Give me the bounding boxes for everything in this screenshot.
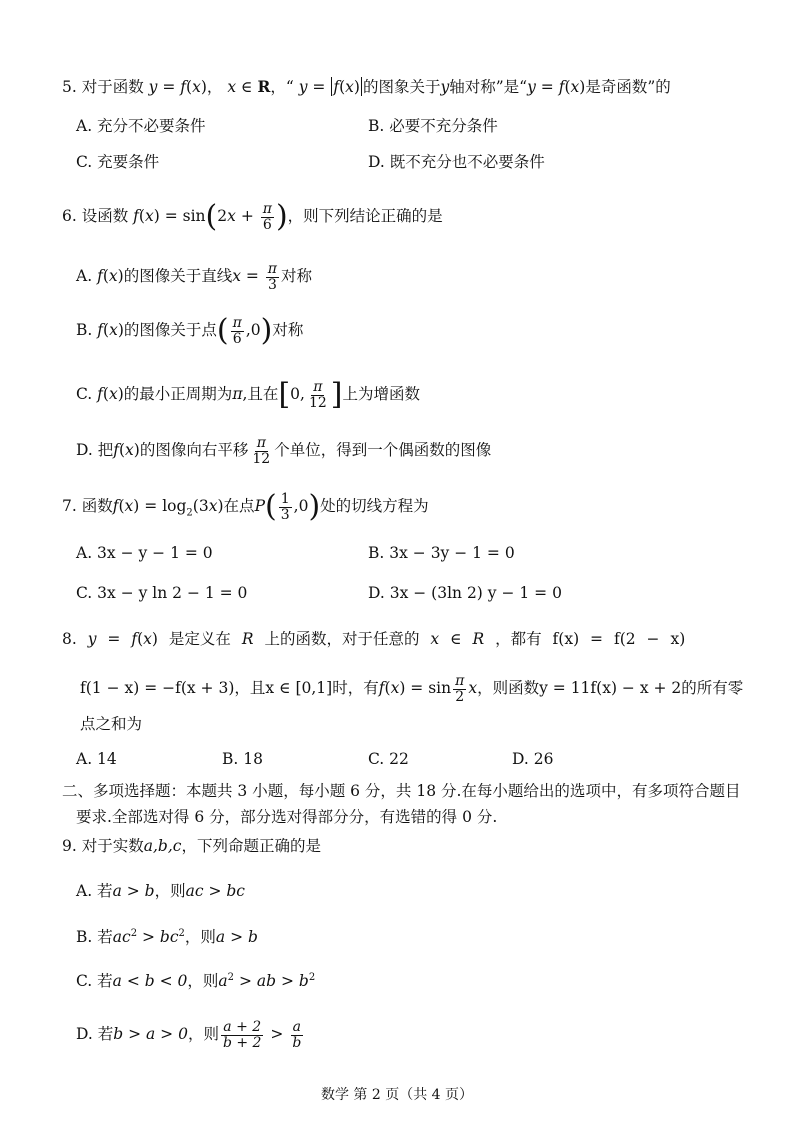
frac-num: a + 2 bbox=[223, 1019, 262, 1035]
frac bbox=[290, 1020, 303, 1050]
q5-var: x bbox=[570, 78, 580, 96]
comma: , bbox=[245, 321, 251, 340]
var: x bbox=[108, 385, 118, 404]
q9-option-d bbox=[76, 1020, 305, 1050]
q5-fn: f bbox=[180, 78, 187, 96]
q8-option-d: D. 26 bbox=[512, 750, 554, 768]
op: ∈ bbox=[439, 630, 473, 648]
num: 0 bbox=[290, 385, 301, 404]
frac-den: 12 bbox=[252, 450, 271, 467]
q5-number: 5. bbox=[62, 78, 82, 96]
q5-text: 对于函数 bbox=[81, 78, 144, 96]
paren: ( bbox=[137, 630, 144, 648]
pi: π bbox=[232, 385, 243, 404]
exp: 2 bbox=[178, 927, 185, 939]
comma: , bbox=[300, 385, 305, 404]
opt-text: 的图像向右平移 bbox=[139, 441, 249, 460]
q5-fn: f bbox=[558, 78, 565, 96]
num: 3 bbox=[198, 497, 209, 516]
var: x bbox=[108, 267, 118, 286]
question-8-line-1 bbox=[62, 628, 685, 650]
paren: ) bbox=[117, 385, 124, 404]
q6-option-b bbox=[76, 313, 304, 349]
q8-option-c: C. 22 bbox=[368, 750, 409, 768]
q6-fn: f bbox=[133, 207, 139, 226]
frac-num: 1 bbox=[280, 491, 290, 507]
q6-text: ，则下列结论正确的是 bbox=[287, 207, 443, 226]
paren: ) bbox=[117, 267, 124, 286]
q6-option-a bbox=[76, 262, 312, 292]
point: P bbox=[254, 497, 265, 516]
paren: ) bbox=[133, 497, 140, 516]
q6-sin: sin bbox=[182, 207, 206, 226]
frac-num: π bbox=[267, 261, 277, 277]
var: x bbox=[390, 679, 400, 698]
frac bbox=[307, 380, 329, 410]
q6-var: x bbox=[227, 207, 236, 226]
q5-var: y bbox=[440, 78, 450, 96]
opt-text: 上为增函数 bbox=[342, 385, 421, 404]
q5-set: R bbox=[257, 77, 271, 96]
expr: a > b bbox=[112, 882, 155, 900]
num: 0 bbox=[250, 321, 261, 340]
page-footer: 数学 第 2 页（共 4 页） bbox=[320, 1087, 474, 1103]
expr: b > a > 0 bbox=[113, 1025, 188, 1044]
comma: , bbox=[293, 497, 299, 516]
expr: a > b bbox=[215, 928, 258, 946]
var: x bbox=[208, 497, 218, 516]
q5-text: 的图象关于 bbox=[362, 78, 441, 96]
var: x bbox=[109, 321, 118, 340]
question-5 bbox=[62, 76, 671, 98]
q5-text: ，“ bbox=[270, 78, 294, 96]
frac-num: π bbox=[455, 673, 465, 689]
q5-paren: ) bbox=[200, 78, 207, 96]
q6-coef: 2 bbox=[217, 207, 228, 226]
frac bbox=[250, 436, 272, 466]
q5-paren: ( bbox=[339, 78, 346, 96]
opt-text: ，则 bbox=[154, 882, 186, 900]
frac-num: π bbox=[256, 435, 266, 451]
q7-text: 处的切线方程为 bbox=[320, 497, 429, 516]
opt-text: D. 若 bbox=[76, 1025, 114, 1044]
opt-text: 的图像关于点 bbox=[123, 321, 217, 340]
q5-fn: f bbox=[333, 78, 340, 96]
q6-option-c bbox=[76, 377, 421, 413]
var: y bbox=[87, 630, 97, 648]
q7-text: 函数 bbox=[81, 497, 113, 516]
q5-var: x bbox=[192, 78, 201, 96]
op: > bbox=[137, 928, 160, 946]
q6-op: + bbox=[235, 207, 259, 226]
op: > bbox=[276, 972, 299, 990]
q5-paren: ) bbox=[353, 78, 360, 96]
q5-paren: ( bbox=[564, 78, 571, 96]
bigbracket: ] bbox=[330, 377, 343, 413]
q6-frac bbox=[261, 202, 274, 232]
q6-var: x bbox=[144, 207, 154, 226]
opt-letter: C. bbox=[76, 385, 98, 404]
q5-op: = bbox=[157, 78, 181, 96]
fn: f bbox=[97, 321, 103, 340]
q6-paren: ( bbox=[138, 207, 145, 226]
paren: ( bbox=[102, 267, 109, 286]
fn: f bbox=[113, 441, 119, 460]
q8-text: ，且 bbox=[234, 679, 266, 698]
fn: f bbox=[112, 497, 119, 516]
q5-var: y bbox=[298, 78, 308, 96]
q6-number: 6. bbox=[62, 207, 82, 226]
set: R bbox=[241, 630, 254, 648]
q5-text: 是奇函数”的 bbox=[585, 78, 671, 96]
frac-den: 3 bbox=[267, 276, 277, 293]
opt-letter: B. bbox=[76, 321, 98, 340]
q8-text: ，都有 bbox=[495, 630, 542, 648]
q6-text: 设函数 bbox=[81, 207, 129, 226]
q5-op: ∈ bbox=[236, 78, 258, 96]
op: > bbox=[265, 1025, 289, 1044]
q7-option-a: A. 3x − y − 1 = 0 bbox=[76, 544, 213, 562]
var: ab bbox=[256, 972, 277, 990]
var: x bbox=[143, 630, 152, 648]
q8-number: 8. bbox=[62, 630, 88, 648]
frac-den: 3 bbox=[280, 506, 290, 523]
var: x bbox=[232, 267, 241, 286]
frac bbox=[453, 674, 466, 704]
question-8-line-3: 点之和为 bbox=[80, 715, 143, 733]
q5-var: y bbox=[527, 78, 536, 96]
opt-text: B. 若 bbox=[76, 928, 113, 946]
var: x bbox=[430, 630, 440, 648]
q7-option-d: D. 3x − (3ln 2) y − 1 = 0 bbox=[368, 584, 562, 602]
paren: ) bbox=[133, 441, 140, 460]
frac-den: 2 bbox=[455, 688, 465, 705]
opt-text: 的图像关于直线 bbox=[123, 267, 233, 286]
op: = bbox=[139, 497, 163, 516]
q7-text: 在点 bbox=[223, 497, 255, 516]
question-9 bbox=[62, 835, 321, 857]
opt-text: A. 若 bbox=[76, 882, 113, 900]
var: b bbox=[159, 928, 170, 946]
bigbracket: [ bbox=[278, 377, 291, 413]
q9-option-a bbox=[76, 880, 245, 902]
var: x bbox=[124, 497, 134, 516]
q8-expr: y = 11f(x) − x + 2 bbox=[539, 679, 682, 698]
q8-text: ，则函数 bbox=[477, 679, 540, 698]
paren: ) bbox=[117, 321, 124, 340]
expr: ac > bc bbox=[185, 882, 245, 900]
q7-option-c: C. 3x − y ln 2 − 1 = 0 bbox=[76, 584, 248, 602]
set: R bbox=[472, 630, 485, 648]
bigparen: ) bbox=[308, 489, 321, 525]
frac-num: π bbox=[262, 201, 272, 217]
paren: ( bbox=[192, 497, 199, 516]
var: c bbox=[169, 928, 179, 946]
q9-option-b bbox=[76, 926, 258, 948]
frac-num: π bbox=[232, 315, 242, 331]
opt-text: ,且在 bbox=[242, 385, 279, 404]
log-base: 2 bbox=[186, 507, 193, 519]
q6-option-d bbox=[76, 436, 491, 466]
exp: 2 bbox=[308, 971, 316, 983]
frac-den: b bbox=[292, 1034, 302, 1051]
num: 0 bbox=[298, 497, 309, 516]
q9-text: 对于实数 bbox=[81, 837, 144, 855]
q6-bigparen: ( bbox=[205, 199, 218, 235]
q9-vars: a,b,c bbox=[143, 837, 182, 855]
q8-expr: f(x) = f(2 − x) bbox=[552, 630, 686, 648]
q8-expr: f(1 − x) = −f(x + 3) bbox=[80, 679, 235, 698]
opt-text: 对称 bbox=[272, 321, 304, 340]
opt-text: C. 若 bbox=[76, 972, 113, 990]
fn: f bbox=[131, 630, 138, 648]
q9-option-c bbox=[76, 970, 315, 992]
bigparen: ( bbox=[265, 489, 277, 525]
opt-text: ，则 bbox=[184, 928, 216, 946]
q8-text: 的所有零 bbox=[681, 679, 744, 698]
q5-var: x bbox=[227, 78, 237, 96]
paren: ) bbox=[151, 630, 158, 648]
var: a bbox=[218, 972, 228, 990]
op: = bbox=[240, 267, 264, 286]
frac-num: a bbox=[292, 1019, 301, 1035]
sin: sin bbox=[428, 679, 452, 698]
paren: ) bbox=[399, 679, 406, 698]
fn: f bbox=[97, 267, 103, 286]
expr: a < b < 0 bbox=[112, 972, 188, 990]
q5-paren: ( bbox=[186, 78, 193, 96]
frac-den: 6 bbox=[262, 216, 272, 233]
op: = bbox=[96, 630, 132, 648]
frac-num: π bbox=[313, 379, 323, 395]
bigparen: ) bbox=[260, 313, 273, 349]
frac-den: 12 bbox=[308, 394, 327, 411]
fn: f bbox=[378, 679, 385, 698]
paren: ( bbox=[118, 497, 125, 516]
q8-interval: x ∈ [0,1] bbox=[265, 679, 333, 698]
paren: ( bbox=[118, 441, 126, 460]
opt-text: ，则 bbox=[187, 972, 219, 990]
q8-text: 是定义在 bbox=[168, 630, 231, 648]
bigparen: ( bbox=[216, 313, 229, 349]
q9-number: 9. bbox=[62, 837, 82, 855]
section-header: 二、多项选择题：本题共 3 小题，每小题 6 分，共 18 分.在每小题给出的选项中，有多项符合题目要求.全部选对得 6 分，部分选对得部分分，有选错的得 0 分. bbox=[62, 782, 741, 826]
abs-bar bbox=[361, 77, 362, 96]
question-6 bbox=[62, 199, 443, 235]
var: a bbox=[112, 928, 122, 946]
opt-text: 对称 bbox=[281, 267, 313, 286]
q7-number: 7. bbox=[62, 497, 82, 516]
var: c bbox=[122, 928, 131, 946]
op: > bbox=[234, 972, 257, 990]
q8-text: 上的函数，对于任意的 bbox=[264, 630, 420, 648]
q9-text: ，下列命题正确的是 bbox=[181, 837, 321, 855]
q6-paren: ) bbox=[153, 207, 160, 226]
q5-paren: ) bbox=[579, 78, 586, 96]
var: b bbox=[298, 972, 309, 990]
frac-den: 6 bbox=[232, 330, 242, 347]
q8-option-a: A. 14 bbox=[76, 750, 117, 768]
exp: 2 bbox=[227, 971, 235, 983]
q5-op: = bbox=[307, 78, 331, 96]
opt-text: D. 把 bbox=[76, 441, 114, 460]
paren: ( bbox=[384, 679, 391, 698]
var: x bbox=[468, 679, 478, 698]
frac bbox=[231, 316, 244, 346]
fn: f bbox=[97, 385, 103, 404]
q5-text: 轴对称”是“ bbox=[449, 78, 528, 96]
q5-var: x bbox=[345, 78, 354, 96]
opt-text: 的最小正周期为 bbox=[123, 385, 233, 404]
q5-option-d: D. 既不充分也不必要条件 bbox=[368, 153, 545, 171]
opt-text: 个单位，得到一个偶函数的图像 bbox=[274, 441, 492, 460]
q6-op: = bbox=[159, 207, 183, 226]
paren: ( bbox=[102, 385, 109, 404]
q8-text: 时，有 bbox=[332, 679, 379, 698]
q5-text: ， bbox=[206, 78, 223, 96]
q8-option-b: B. 18 bbox=[222, 750, 263, 768]
q6-bigparen: ) bbox=[275, 199, 288, 235]
frac bbox=[279, 492, 292, 522]
question-7 bbox=[62, 489, 429, 525]
q5-option-c: C. 充要条件 bbox=[76, 153, 160, 171]
question-8-line-2 bbox=[80, 674, 743, 704]
paren: ) bbox=[217, 497, 224, 516]
exp: 2 bbox=[130, 927, 138, 939]
q5-option-b: B. 必要不充分条件 bbox=[368, 117, 498, 135]
q5-option-a: A. 充分不必要条件 bbox=[76, 117, 206, 135]
opt-text: ，则 bbox=[187, 1025, 219, 1044]
log: log bbox=[162, 497, 187, 516]
opt-letter: A. bbox=[76, 267, 98, 286]
op: = bbox=[405, 679, 429, 698]
var: x bbox=[125, 441, 134, 460]
frac bbox=[221, 1020, 264, 1050]
q5-var: y bbox=[148, 78, 158, 96]
paren: ( bbox=[103, 321, 110, 340]
q5-op: = bbox=[535, 78, 559, 96]
frac-den: b + 2 bbox=[222, 1034, 262, 1051]
q7-option-b: B. 3x − 3y − 1 = 0 bbox=[368, 544, 515, 562]
frac bbox=[266, 262, 279, 292]
